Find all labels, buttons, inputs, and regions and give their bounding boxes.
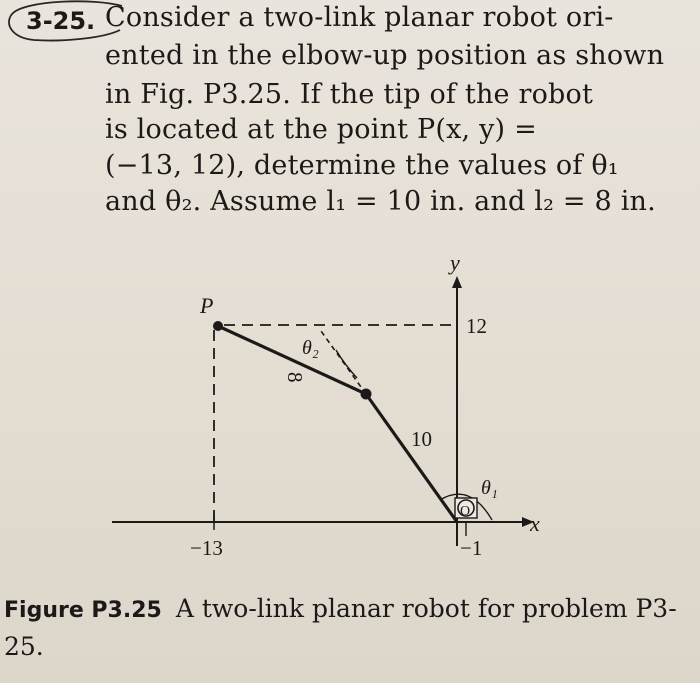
- caption-text: A two-link planar robot for problem P3-25.: [4, 594, 677, 661]
- label-theta2: θ₂: [302, 337, 319, 359]
- label-x: x: [530, 511, 540, 536]
- label-neg1: −1: [460, 536, 483, 560]
- label-neg13: −13: [190, 536, 223, 560]
- label-link2-length: 8: [283, 372, 307, 383]
- label-p: P: [200, 293, 214, 318]
- tip-point: [213, 321, 223, 331]
- problem-line-5: (−13, 12), determine the values of θ₁: [105, 150, 619, 181]
- problem-line-6: and θ₂. Assume l₁ = 10 in. and l₂ = 8 in.: [105, 186, 656, 217]
- problem-statement: [0, 0, 700, 230]
- problem-line-2: ented in the elbow-up position as shown: [105, 40, 665, 71]
- label-12: 12: [466, 314, 487, 338]
- caption-label: Figure P3.25: [4, 598, 162, 623]
- problem-line-1: Consider a two-link planar robot ori-: [105, 2, 614, 33]
- label-origin: O: [460, 504, 471, 519]
- problem-number: 3-25.: [26, 7, 96, 35]
- label-theta1: θ₁: [481, 477, 498, 499]
- problem-line-4: is located at the point P(x, y) =: [105, 114, 537, 145]
- figure-caption: [4, 591, 684, 665]
- link-1: [366, 394, 457, 522]
- robot-figure: [0, 240, 700, 570]
- label-y: y: [450, 250, 460, 275]
- theta2-arc: [336, 350, 357, 378]
- label-link1-length: 10: [411, 427, 432, 451]
- link-2: [218, 326, 366, 394]
- problem-line-3: in Fig. P3.25. If the tip of the robot: [105, 79, 594, 110]
- y-axis-arrow: [452, 276, 462, 288]
